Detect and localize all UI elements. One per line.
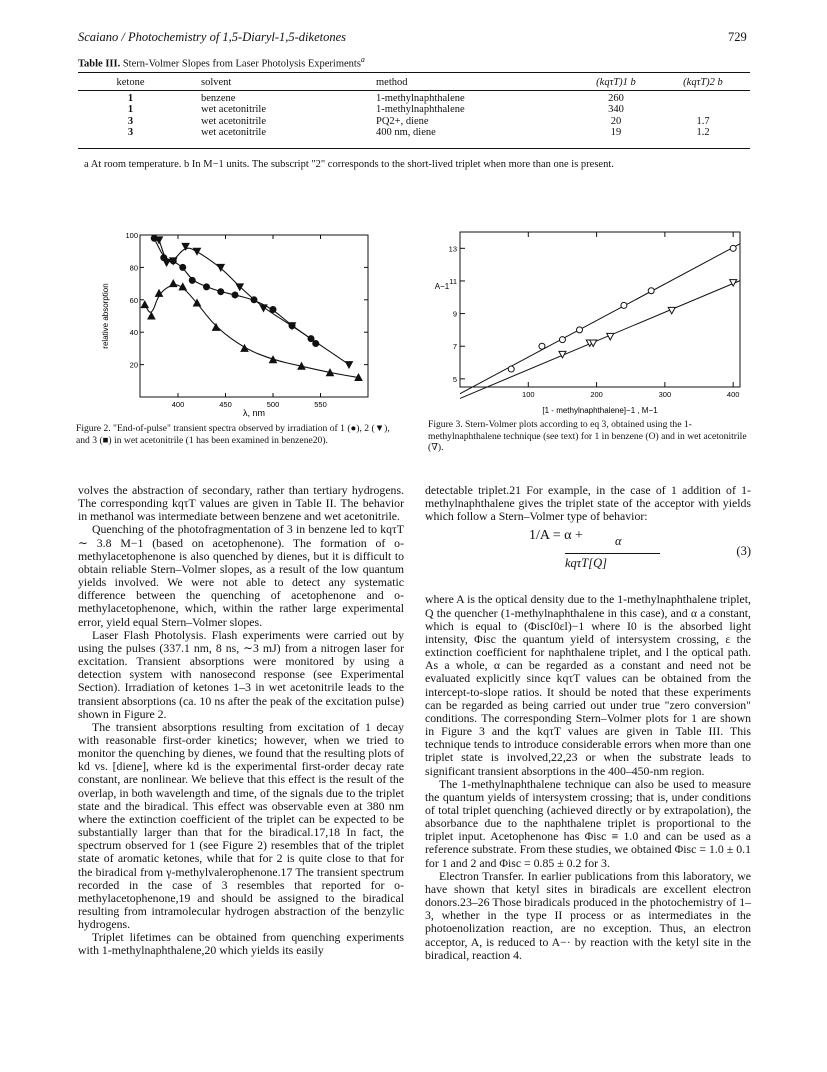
table-row	[78, 116, 750, 128]
cell-kqt1: 20	[610, 115, 622, 127]
paragraph: Quenching of the photofragmentation of 3 in benzene led to kqτT ∼ 3.8 M−1 (based on acetophenone). The formation of o-methylacetophenone is also quenched by dienes, but it is difficult to obtain reliable Stern–Volmer slopes, as a result of the low quantum yields involved. We were not able to detect any systematic difference between the quenching of acetophenone and o-methylacetophenone, which, within the rather large experimental error, yield equal Stern–Volmer slopes.	[78, 522, 404, 629]
data-point	[260, 305, 267, 312]
data-point	[213, 324, 220, 331]
table-footnote: a At room temperature. b In M−1 units. The subscript "2" corresponds to the short-lived triplet when more than one is present.	[84, 159, 614, 170]
y-tick-label: 5	[452, 374, 457, 384]
equation-left: 1/A = α +	[529, 528, 583, 544]
table-3	[78, 77, 750, 139]
left-column	[78, 484, 404, 958]
table-row	[78, 93, 750, 105]
table-bottom-rule	[78, 148, 750, 149]
col-header-kqt1: (kqτT)1 b	[596, 77, 636, 88]
data-point	[577, 327, 583, 333]
x-tick-label: 300	[658, 390, 672, 399]
equation-numerator: α	[615, 534, 622, 549]
data-point	[346, 362, 353, 369]
x-tick-label: 400	[726, 390, 740, 399]
x-tick-label: 500	[266, 400, 280, 409]
equation-fraction-bar	[565, 553, 660, 554]
fit-line	[460, 244, 740, 394]
data-point	[648, 288, 654, 294]
fig3-marks	[460, 244, 740, 399]
data-point	[148, 313, 155, 320]
y-tick-label: 40	[129, 328, 138, 338]
table-top-rule	[78, 72, 750, 73]
right-column	[425, 484, 751, 962]
y-tick-label: 20	[129, 360, 138, 370]
data-point	[180, 264, 186, 270]
x-tick-label: 550	[314, 400, 327, 409]
col-header-solvent: solvent	[201, 77, 232, 88]
cell-kqt2	[656, 93, 750, 105]
paragraph: detectable triplet.21 For example, in the case of 1 addition of 1-methylnaphthalene gives the triplet state of the acceptor with yields which follow a Stern–Volmer type of behavior:	[425, 483, 751, 524]
page-number: 729	[728, 30, 747, 44]
equation-3	[425, 523, 751, 593]
figure-3-chart	[420, 222, 750, 417]
col-header-method: method	[376, 77, 408, 88]
x-tick-label: 450	[219, 400, 232, 409]
cell-solvent: wet acetonitrile	[201, 115, 267, 127]
data-point	[170, 280, 177, 287]
data-point	[204, 284, 210, 290]
paragraph: volves the abstraction of secondary, rather than tertiary hydrogens. The corresponding kqτT values are given in Table II. The behavior in methanol was intermediate between benzene and wet acetonitrile.	[78, 483, 404, 524]
cell-solvent: wet acetonitrile	[201, 104, 267, 115]
paragraph: Triplet lifetimes can be obtained from quenching experiments with 1-methylnaphthalene,20 which yields its easily	[78, 930, 404, 958]
cell-kqt1: 19	[610, 127, 622, 138]
fig3-plot-frame	[460, 232, 740, 387]
data-point	[270, 307, 276, 313]
data-point	[163, 260, 170, 267]
fig2-y-label: relative absorption	[101, 283, 110, 349]
cell-kqt2: 1.7	[696, 115, 710, 127]
fig3-axes	[449, 232, 740, 399]
cell-ketone: 3	[127, 115, 134, 127]
cell-kqt2	[656, 104, 750, 116]
data-point	[182, 243, 189, 250]
table-header-row	[78, 77, 750, 89]
table-caption-label: Table III.	[78, 58, 121, 70]
cell-method: 400 nm, diene	[376, 127, 436, 138]
figure-2-chart	[70, 220, 400, 420]
cell-method: 1-methylnaphthalene	[376, 104, 465, 115]
col-header-ketone: ketone	[116, 77, 145, 88]
y-tick-label: 13	[448, 244, 457, 254]
x-tick-label: 100	[522, 390, 535, 399]
fig2-marks	[141, 235, 362, 380]
data-point	[218, 289, 224, 295]
table-caption	[78, 55, 365, 70]
cell-kqt1: 340	[608, 104, 624, 115]
cell-ketone: 3	[127, 127, 134, 138]
data-point	[141, 301, 148, 308]
fig3-x-label: [1 - methylnaphthalene]−1 , M−1	[542, 406, 658, 415]
cell-kqt2: 1.2	[696, 127, 710, 138]
y-tick-label: 11	[449, 276, 457, 286]
y-tick-label: 80	[129, 263, 138, 273]
table-row	[78, 127, 750, 139]
fig2-x-label: λ, nm	[242, 408, 266, 418]
paragraph: The 1-methylnaphthalene technique can also be used to measure the quantum yields of intersystem crossing; that is, under conditions of total triplet quenching (achieved directly or by extrapolation), the absorbance due to the naphthalene triplet is proportional to the triplet input. Acetophenone has Φisc ≡ 1.0 and can be used as a reference substrate. From these studies, we obtained Φisc = 1.0 ± 0.1 for 1 and 2 and Φisc = 0.85 ± 0.2 for 3.	[425, 776, 751, 870]
y-tick-label: 7	[452, 342, 457, 352]
data-point	[621, 302, 627, 308]
equation-denominator: kqτT[Q]	[565, 556, 607, 571]
cell-solvent: wet acetonitrile	[201, 127, 267, 138]
paragraph: where A is the optical density due to the 1-methylnaphthalene triplet, Q the quencher (1-methylnaphthalene in this case), and α a constant, which is equal to (ΦiscI0εl)−1 where I0 is the absorbed light intensity, Φisc the quantum yield of intersystem crossing, ε the extinction coefficient for naphthalene triplet, and l the optical path. As a whole, α can be regarded as a constant and need not be evaluated explicitly since kqτT values can be obtained from the intercept-to-slope ratios. It should be noted that these experiments can be regarded as being carried out under true "zero conversion" conditions. The corresponding Stern–Volmer plots for 1 are shown in Figure 3 and the kqτT values are given in Table III. This technique tends to introduce considerable errors when more than one triplet state is involved,22,23 or when the substrate leads to significant transient absorptions in the 400–450-nm region.	[425, 592, 751, 778]
cell-method: 1-methylnaphthalene	[376, 92, 465, 104]
x-tick-label: 200	[590, 390, 603, 399]
cell-solvent: benzene	[201, 92, 236, 104]
x-tick-label: 400	[171, 400, 185, 409]
table-row	[78, 104, 750, 116]
cell-method: PQ2+, diene	[376, 115, 429, 127]
paragraph: Laser Flash Photolysis. Flash experiments were carried out by using the pulses (337.1 nm, 8 ns, ∼3 mJ) from a nitrogen laser for excitation. Transient absorptions were monitored by using a detection system with nanosecond response (see Experimental Section). Irradiation of ketones 1–3 in wet acetonitrile leads to the transient absorptions (ca. 10 ns after the peak of the excitation pulse) shown in Figure 2.	[78, 627, 404, 721]
data-point	[232, 292, 238, 298]
table-caption-note: a	[360, 55, 365, 64]
col-header-kqt2: (kqτT)2 b	[683, 77, 723, 88]
fig3-y-label: A−1	[434, 282, 450, 291]
cell-ketone: 1	[127, 104, 134, 115]
fit-line	[460, 281, 740, 399]
table-caption-text: Stern-Volmer Slopes from Laser Photolysis Experiments	[122, 58, 361, 70]
paragraph: Electron Transfer. In earlier publications from this laboratory, we have shown that ketyl sites in biradicals are excellent electron donors.23–26 Those biradicals produced in the photochemistry of 1–3, whether in the type II process or as intermediates in the photoenolization reaction, are no exception. Thus, an electron acceptor, A, is reduced to A−· by reaction with the ketyl site in the biradical, reaction 4.	[425, 868, 751, 962]
figure-2-caption: Figure 2. "End-of-pulse" transient spectra observed by irradiation of 1 (●), 2 (▼), and 3 (■) in wet acetonitrile (1 has been examined in benzene20).	[76, 423, 390, 446]
paragraph: The transient absorptions resulting from excitation of 1 decay with reasonable first-order kinetics; however, when we tried to monitor the quenching by dienes, we found that the resulting plots of kd vs. [diene], where kd is the experimental first-order decay rate constant, are nonlinear. We believe that this effect is the result of the overlap, in both wavelength and time, of the signals due to the triplet state and the biradical. This effect was observable even at 380 nm where the extinction coefficient of the triplet can be expected to be substantially larger than that for the biradical.17,18 In fact, the spectrum observed for 1 (see Figure 2) resembles that of the triplet state of aromatic ketones, while that for 2 is quite close to that for the biradical from γ-methylvalerophenone.17 The transient spectrum recorded in the case of 3 resembles that reported for o-methylacetophenone,19 and should be assigned to the biradical resulting from intramolecular hydrogen abstraction of the benzylic hydrogens.	[78, 719, 404, 932]
data-point	[189, 277, 195, 283]
data-point	[508, 366, 514, 372]
cell-ketone: 1	[127, 92, 134, 104]
data-point	[539, 343, 545, 349]
y-tick-label: 60	[129, 295, 138, 305]
y-tick-label: 100	[125, 231, 138, 240]
running-title: Scaiano / Photochemistry of 1,5-Diaryl-1,5-diketones	[78, 30, 346, 44]
figure-3-caption: Figure 3. Stern-Volmer plots according to eq 3, obtained using the 1-methylnaphthalene technique (see text) for 1 in benzene (O) and in wet acetonitrile (∇).	[428, 419, 747, 453]
data-point	[559, 337, 565, 343]
y-tick-label: 9	[452, 309, 457, 319]
equation-number: (3)	[736, 544, 751, 559]
data-point	[730, 245, 736, 251]
cell-kqt1: 260	[608, 92, 624, 104]
